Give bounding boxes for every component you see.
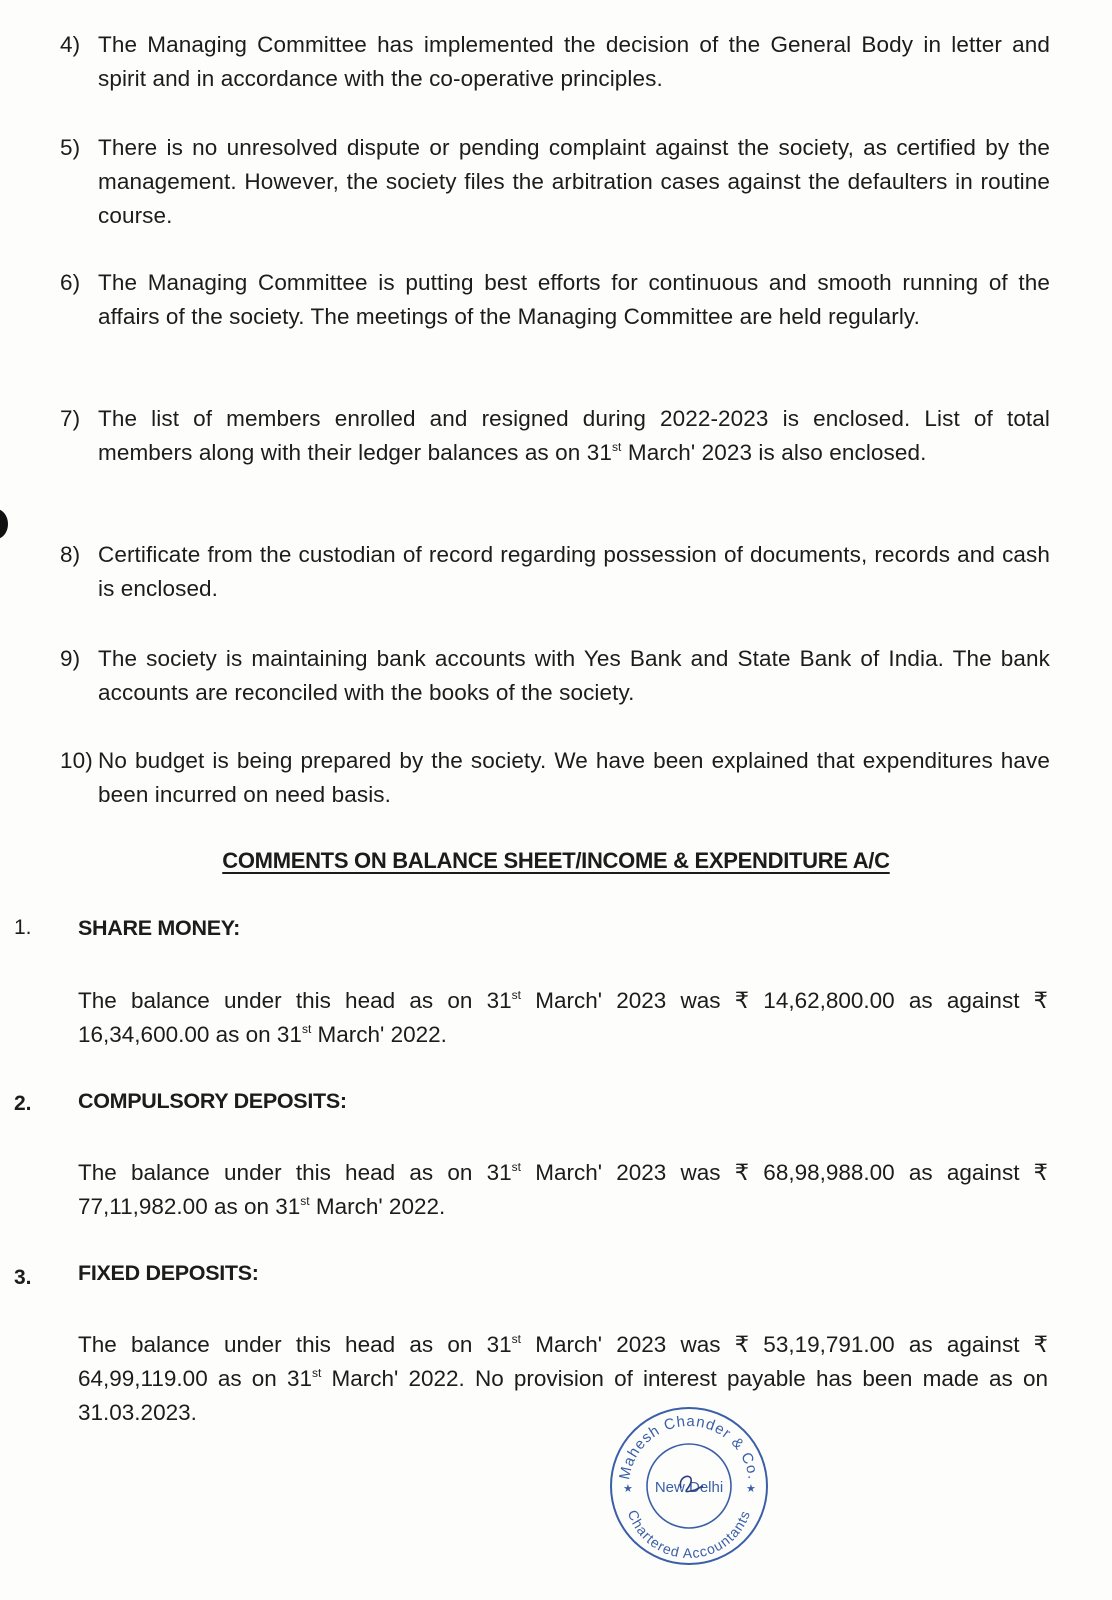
item-number: 4) xyxy=(60,32,81,57)
svg-text:★: ★ xyxy=(746,1483,756,1495)
item-number: 10) xyxy=(60,748,93,773)
section-number: 3. xyxy=(14,1266,32,1289)
observation-item-4 xyxy=(60,28,1050,96)
svg-text:★: ★ xyxy=(623,1483,633,1495)
item-text: Certificate from the custodian of record regarding possession of documents, records and cash is enclosed. xyxy=(98,542,1050,601)
observation-item-8 xyxy=(60,538,1050,606)
svg-text:New Delhi: New Delhi xyxy=(654,1479,724,1496)
item-number: 5) xyxy=(60,135,81,160)
section-paragraph-fixed-deposits: The balance under this head as on 31st March' 2023 was ₹ 53,19,791.00 as against ₹ 64,99,119.00 as on 31st March' 2022. No provision of interest payable has been made as on 31.03.2023. xyxy=(78,1332,1048,1425)
item-text: The society is maintaining bank accounts with Yes Bank and State Bank of India. The bank accounts are reconciled with the books of the society. xyxy=(98,646,1050,705)
item-text: The Managing Committee has implemented the decision of the General Body in letter and spirit and in accordance with the co-operative principles. xyxy=(98,32,1050,91)
observation-item-10 xyxy=(60,744,1050,812)
stamp-seal-icon xyxy=(607,1404,771,1568)
observation-item-9 xyxy=(60,642,1050,710)
svg-text:Chartered Accountants: Chartered Accountants xyxy=(624,1507,754,1562)
observation-item-7 xyxy=(60,402,1050,470)
punch-hole-mark xyxy=(0,509,8,539)
item-text: The list of members enrolled and resigned during 2022-2023 is enclosed. List of total members along with their ledger balances as on 31st March' 2023 is also enclosed. xyxy=(98,406,1050,465)
item-number: 9) xyxy=(60,646,81,671)
section-title-share-money: SHARE MONEY: xyxy=(78,916,241,940)
item-number: 8) xyxy=(60,542,81,567)
item-number: 7) xyxy=(60,406,81,431)
item-text: The Managing Committee is putting best efforts for continuous and smooth running of the affairs of the society. The meetings of the Managing Committee are held regularly. xyxy=(98,270,1050,329)
auditor-stamp xyxy=(607,1404,771,1568)
observation-item-6 xyxy=(60,266,1050,334)
section-number: 2. xyxy=(14,1092,32,1115)
section-title-compulsory-deposits: COMPULSORY DEPOSITS: xyxy=(78,1089,347,1113)
item-number: 6) xyxy=(60,270,81,295)
item-text: There is no unresolved dispute or pending complaint against the society, as certified by the management. However, the society files the arbitration cases against the defaulters in routine course. xyxy=(98,135,1050,228)
section-number: 1. xyxy=(14,916,32,939)
observation-item-5 xyxy=(60,131,1050,233)
section-paragraph-share-money: The balance under this head as on 31st March' 2023 was ₹ 14,62,800.00 as against ₹ 16,34,600.00 as on 31st March' 2022. xyxy=(78,988,1048,1047)
comments-heading: COMMENTS ON BALANCE SHEET/INCOME & EXPENDITURE A/C xyxy=(222,848,890,873)
section-paragraph-compulsory-deposits: The balance under this head as on 31st March' 2023 was ₹ 68,98,988.00 as against ₹ 77,11,982.00 as on 31st March' 2022. xyxy=(78,1160,1048,1219)
section-title-fixed-deposits: FIXED DEPOSITS: xyxy=(78,1261,259,1285)
item-text: No budget is being prepared by the society. We have been explained that expenditures have been incurred on need basis. xyxy=(98,748,1050,807)
svg-text:Mahesh Chander & Co.: Mahesh Chander & Co. xyxy=(616,1412,762,1482)
